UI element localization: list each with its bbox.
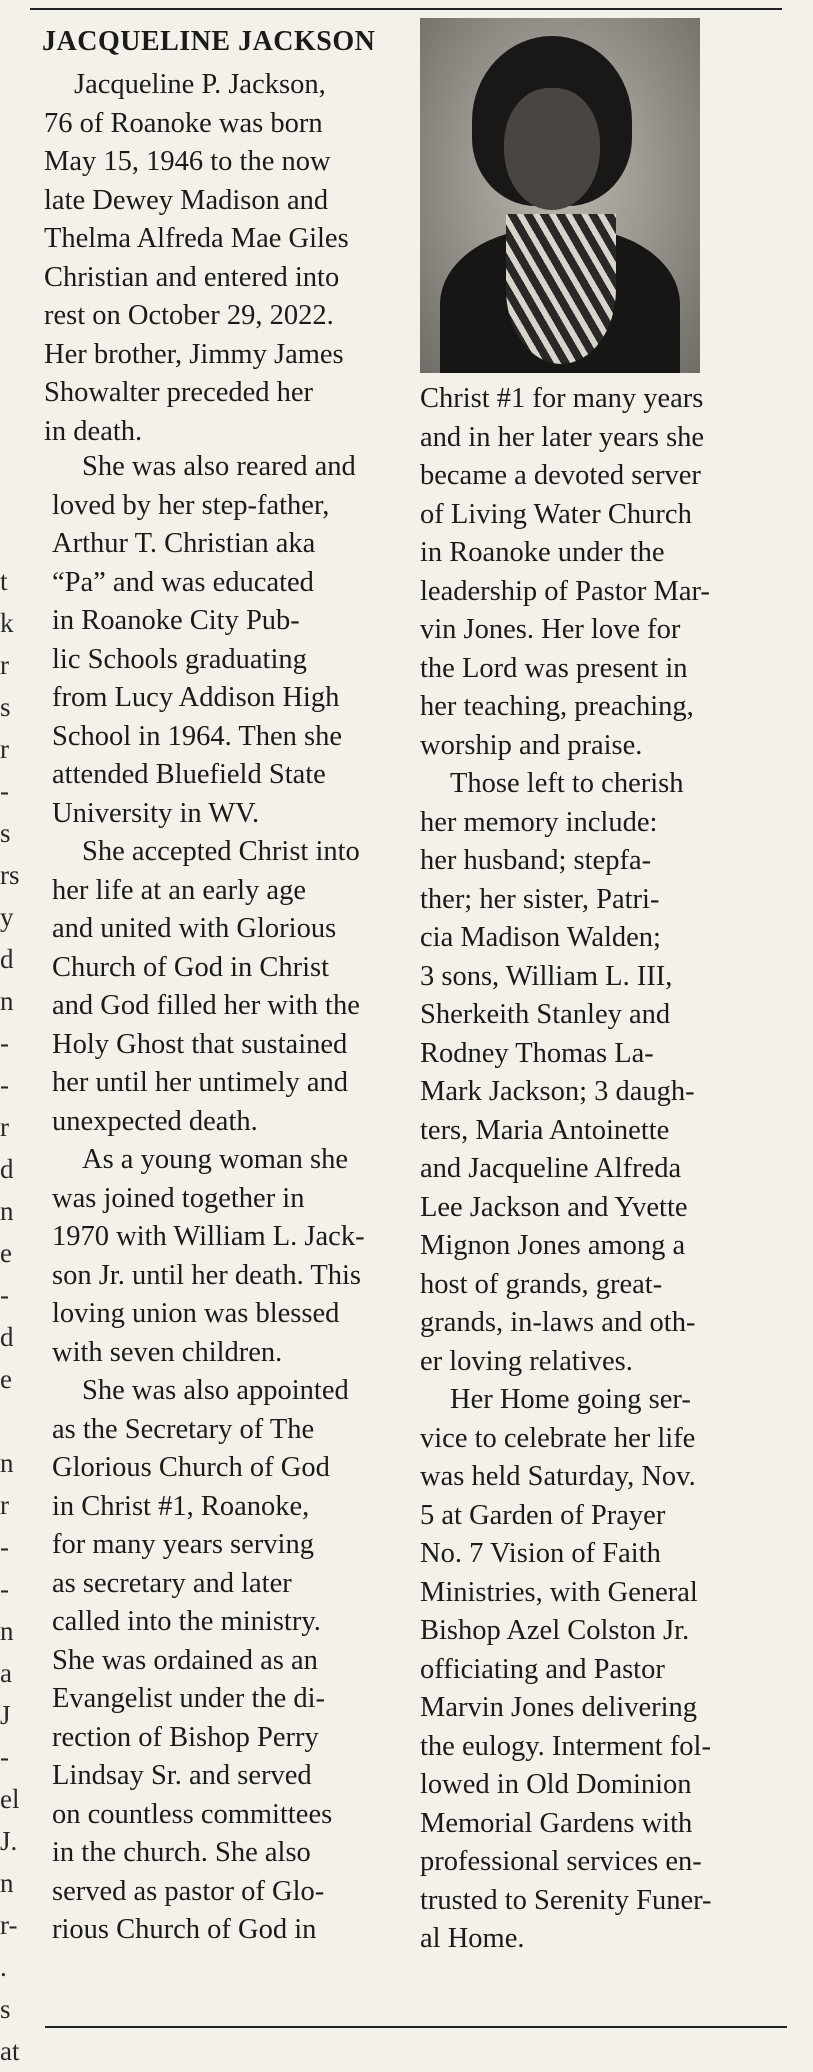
bleed-fragment: n	[0, 1868, 14, 1898]
text-line: ters, Maria Antoinette	[420, 1114, 670, 1146]
text-line: in the church. She also	[52, 1837, 311, 1868]
text-line: Christian and entered into	[44, 261, 340, 293]
text-line: in Roanoke City Pub-	[52, 605, 300, 636]
text-line: Holy Ghost that sustained	[52, 1028, 348, 1060]
bleed-fragment: s	[0, 692, 11, 722]
text-line: er loving relatives.	[420, 1345, 633, 1377]
text-line: and in her later years she	[420, 421, 705, 453]
bleed-fragment: -	[0, 1070, 9, 1100]
text-line: Sherkeith Stanley and	[420, 999, 671, 1030]
text-line: as the Secretary of The	[52, 1413, 315, 1445]
text-line: Lee Jackson and Yvette	[420, 1191, 688, 1223]
text-line: professional services en-	[420, 1846, 702, 1877]
text-line: Glorious Church of God	[52, 1452, 330, 1483]
bleed-fragment: -	[0, 776, 9, 806]
text-line: Arthur T. Christian aka	[52, 528, 316, 559]
text-line: She was also appointed	[82, 1375, 349, 1406]
text-line: Christ #1 for many years	[420, 383, 704, 414]
text-line: Bishop Azel Colston Jr.	[420, 1615, 690, 1646]
text-line: vin Jones. Her love for	[420, 614, 681, 645]
text-line: worship and praise.	[420, 729, 643, 761]
text-line: her until her untimely and	[52, 1067, 349, 1098]
text-line: rection of Bishop Perry	[52, 1721, 319, 1753]
bleed-fragment: -	[0, 1742, 9, 1772]
bleed-fragment: r	[0, 1490, 9, 1520]
text-line: “Pa” and was educated	[52, 566, 314, 598]
bleed-fragment: -	[0, 1574, 9, 1604]
text-line: her teaching, preaching,	[420, 691, 694, 722]
text-line: and God filled her with the	[52, 990, 360, 1021]
text-line: and united with Glorious	[52, 913, 337, 944]
text-line: in Christ #1, Roanoke,	[52, 1490, 310, 1522]
bleed-fragment: s	[0, 818, 11, 848]
bleed-fragment: r	[0, 650, 9, 680]
bleed-fragment: t	[0, 566, 8, 596]
text-line: 5 at Garden of Prayer	[420, 1499, 666, 1531]
bleed-fragment: r-	[0, 1910, 18, 1940]
text-line: host of grands, great-	[420, 1268, 663, 1300]
bleed-fragment: s	[0, 1994, 11, 2024]
text-line: in Roanoke under the	[420, 537, 665, 568]
text-line: lic Schools graduating	[52, 643, 307, 675]
text-line: 3 sons, William L. III,	[420, 960, 673, 992]
text-line: Lindsay Sr. and served	[52, 1760, 312, 1791]
text-line: Marvin Jones delivering	[420, 1692, 698, 1723]
text-line: Mark Jackson; 3 daugh-	[420, 1076, 695, 1107]
text-line: Mignon Jones among a	[420, 1230, 686, 1261]
adjacent-column-bleed	[0, 560, 30, 2072]
bleed-fragment: -	[0, 1532, 9, 1562]
text-line: became a devoted server	[420, 460, 701, 491]
text-line: grands, in-laws and oth-	[420, 1307, 696, 1338]
text-line: her husband; stepfa-	[420, 845, 652, 876]
text-line: Her brother, Jimmy James	[44, 338, 344, 370]
text-line: No. 7 Vision of Faith	[420, 1538, 661, 1569]
text-line: was joined together in	[52, 1182, 305, 1214]
text-line: Those left to cherish	[450, 768, 684, 799]
obituary-column-left	[52, 448, 407, 1950]
text-line: trusted to Serenity Funer-	[420, 1884, 712, 1916]
text-line: Evangelist under the di-	[52, 1683, 326, 1714]
bleed-fragment: r	[0, 1112, 9, 1142]
bleed-fragment: at	[0, 2036, 20, 2066]
text-line: the eulogy. Interment fol-	[420, 1730, 711, 1762]
text-line: of Living Water Church	[420, 498, 692, 530]
bleed-fragment: d	[0, 1154, 14, 1184]
text-line: As a young woman she	[82, 1144, 348, 1175]
bleed-fragment: -	[0, 1028, 9, 1058]
text-line: University in WV.	[52, 797, 260, 829]
text-line: with seven children.	[52, 1336, 283, 1368]
text-line: for many years serving	[52, 1529, 314, 1560]
text-line: al Home.	[420, 1923, 525, 1954]
bleed-fragment	[0, 1400, 30, 1442]
text-line: Memorial Gardens with	[420, 1807, 693, 1839]
obituary-column-left-top	[44, 66, 394, 451]
bleed-fragment: n	[0, 986, 14, 1016]
text-line: on countless committees	[52, 1798, 333, 1830]
text-line: lowed in Old Dominion	[420, 1769, 692, 1800]
bleed-fragment: n	[0, 1448, 14, 1478]
text-line: from Lucy Addison High	[52, 682, 340, 713]
text-line: attended Bluefield State	[52, 759, 326, 790]
bleed-fragment: e	[0, 1238, 12, 1268]
text-line: ther; her sister, Patri-	[420, 883, 660, 915]
bleed-fragment: a	[0, 1658, 12, 1688]
text-line: rest on October 29, 2022.	[44, 300, 334, 331]
text-line: Jacqueline P. Jackson,	[74, 69, 326, 100]
text-line: loved by her step-father,	[52, 489, 330, 521]
text-line: called into the ministry.	[52, 1606, 321, 1637]
text-line: 76 of Roanoke was born	[44, 107, 323, 139]
bleed-fragment: el	[0, 1784, 20, 1814]
bleed-fragment: y	[0, 902, 14, 932]
text-line: unexpected death.	[52, 1105, 258, 1137]
bleed-fragment: J	[0, 1700, 11, 1730]
bleed-fragment: n	[0, 1616, 14, 1646]
text-line: late Dewey Madison and	[44, 184, 329, 216]
obituary-title: JACQUELINE JACKSON	[42, 26, 376, 57]
text-line: rious Church of God in	[52, 1914, 317, 1945]
bleed-fragment: rs	[0, 860, 20, 890]
text-line: and Jacqueline Alfreda	[420, 1153, 682, 1184]
text-line: in death.	[44, 415, 143, 447]
bleed-fragment: e	[0, 1364, 12, 1394]
text-line: as secretary and later	[52, 1567, 292, 1599]
text-line: Her Home going ser-	[450, 1384, 691, 1415]
bleed-fragment: k	[0, 608, 14, 638]
text-line: She was ordained as an	[52, 1644, 318, 1676]
text-line: She was also reared and	[82, 451, 356, 482]
text-line: her life at an early age	[52, 874, 306, 906]
bleed-fragment: -	[0, 1280, 9, 1310]
text-line: Rodney Thomas La-	[420, 1037, 654, 1069]
obituary-column-right	[420, 380, 780, 1959]
text-line: Thelma Alfreda Mae Giles	[44, 223, 349, 254]
text-line: her memory include:	[420, 806, 658, 838]
text-line: Church of God in Christ	[52, 951, 330, 983]
text-line: She accepted Christ into	[82, 836, 360, 867]
text-line: leadership of Pastor Mar-	[420, 575, 710, 607]
bleed-fragment: d	[0, 944, 14, 974]
text-line: 1970 with William L. Jack-	[52, 1221, 365, 1252]
bleed-fragment: d	[0, 1322, 14, 1352]
text-line: son Jr. until her death. This	[52, 1259, 361, 1291]
text-line: cia Madison Walden;	[420, 922, 661, 953]
portrait-photo	[420, 18, 700, 373]
text-line: was held Saturday, Nov.	[420, 1461, 696, 1492]
bleed-fragment: .	[0, 1952, 7, 1982]
text-line: Showalter preceded her	[44, 377, 314, 408]
text-line: vice to celebrate her life	[420, 1422, 696, 1454]
text-line: officiating and Pastor	[420, 1653, 665, 1685]
text-line: Ministries, with General	[420, 1576, 698, 1608]
bleed-fragment: J.	[0, 1826, 18, 1856]
bottom-rule	[45, 2026, 787, 2028]
text-line: School in 1964. Then she	[52, 720, 342, 752]
text-line: served as pastor of Glo-	[52, 1875, 325, 1907]
top-rule	[30, 8, 782, 10]
bleed-fragment: n	[0, 1196, 14, 1226]
text-line: the Lord was present in	[420, 652, 688, 684]
text-line: loving union was blessed	[52, 1298, 340, 1329]
bleed-fragment: r	[0, 734, 9, 764]
text-line: May 15, 1946 to the now	[44, 146, 331, 177]
